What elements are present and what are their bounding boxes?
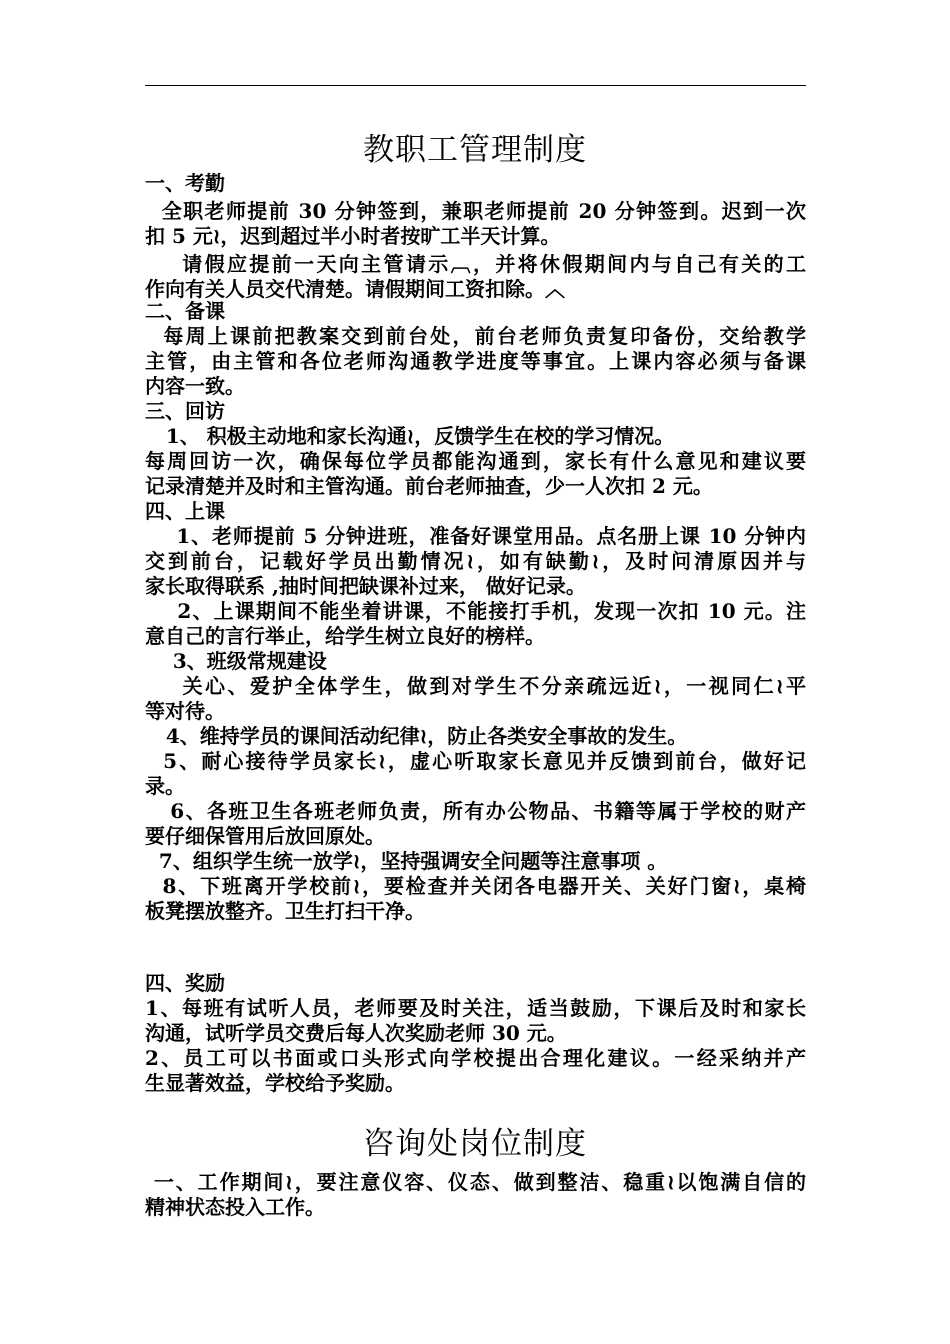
text-line: 2、上课期间不能坐着讲课，不能接打手机，发现一次扣 10 元。注 xyxy=(145,599,806,623)
text-line: 主管，由主管和各位老师沟通教学进度等事宜。上课内容必须与备课 xyxy=(145,349,806,373)
text-line: 每周上课前把教案交到前台处，前台老师负责复印备份，交给教学 xyxy=(145,324,806,348)
text-line: 生显著效益，学校给予奖励。 xyxy=(145,1071,405,1095)
text-line: 记录清楚并及时和主管沟通。前台老师抽查，少一人次扣 2 元。 xyxy=(145,474,713,498)
text-line: 1、每班有试听人员，老师要及时关注，适当鼓励，下课后及时和家长 xyxy=(145,996,806,1020)
text-line: 关心、爱护全体学生，做到对学生不分亲疏远近≀，一视同仁≀平 xyxy=(145,674,806,698)
text-line: 每周回访一次，确保每位学员都能沟通到，家长有什么意见和建议要 xyxy=(145,449,806,473)
text-line: 5、耐心接待学员家长≀，虚心听取家长意见并反馈到前台，做好记 xyxy=(145,749,806,773)
text-line: 要仔细保管用后放回原处。 xyxy=(145,824,385,848)
text-line: 家长取得联系 ,抽时间把缺课补过来， 做好记录。 xyxy=(145,574,586,598)
text-line: 全职老师提前 30 分钟签到，兼职老师提前 20 分钟签到。迟到一次 xyxy=(145,199,806,223)
text-line: 4、维持学员的课间活动纪律≀，防止各类安全事故的发生。 xyxy=(145,724,688,748)
text-line: 一、工作期间≀，要注意仪容、仪态、做到整洁、稳重≀以饱满自信的 xyxy=(145,1170,806,1194)
text-line: 意自己的言行举止，给学生树立良好的榜样。 xyxy=(145,624,545,648)
text-line: 请假应提前一天向主管请示︹，并将休假期间内与自己有关的工 xyxy=(145,252,806,276)
text-line: 3、班级常规建设 xyxy=(145,649,327,673)
text-line: 1、 积极主动地和家长沟通≀，反馈学生在校的学习情况。 xyxy=(145,424,675,448)
text-line: 1、老师提前 5 分钟进班，准备好课堂用品。点名册上课 10 分钟内 xyxy=(145,524,806,548)
text-line: 扣 5 元≀，迟到超过半小时者按旷工半天计算。 xyxy=(145,224,561,248)
text-line: 沟通，试听学员交费后每人次奖励老师 30 元。 xyxy=(145,1021,567,1045)
text-line: 录。 xyxy=(145,774,185,798)
text-line: 二、备课 xyxy=(145,299,225,323)
text-line: 三、回访 xyxy=(145,399,225,423)
text-line: 交到前台，记载好学员出勤情况≀，如有缺勤≀，及时问清原因并与 xyxy=(145,549,806,573)
text-line: 7、组织学生统一放学≀，坚持强调安全问题等注意事项 。 xyxy=(145,849,668,873)
text-line: 内容一致。 xyxy=(145,374,245,398)
text-line: 四、上课 xyxy=(145,499,225,523)
text-line: 等对待。 xyxy=(145,699,225,723)
section-title-consult-rules: 咨询处岗位制度 xyxy=(363,1126,587,1162)
text-line: 四、奖励 xyxy=(145,971,225,995)
text-line: 一、考勤 xyxy=(145,171,225,195)
header-rule xyxy=(145,85,806,86)
text-line: 板凳摆放整齐。卫生打扫干净。 xyxy=(145,899,425,923)
text-line: 2、员工可以书面或口头形式向学校提出合理化建议。一经采纳并产 xyxy=(145,1046,806,1070)
text-line: 作向有关人员交代清楚。请假期间工资扣除。︿ xyxy=(145,277,565,301)
text-line: 6、各班卫生各班老师负责，所有办公物品、书籍等属于学校的财产 xyxy=(145,799,806,823)
text-line: 精神状态投入工作。 xyxy=(145,1195,325,1219)
section-title-staff-rules: 教职工管理制度 xyxy=(363,132,587,168)
text-line: 8、下班离开学校前≀，要检查并关闭各电器开关、关好门窗≀，桌椅 xyxy=(145,874,806,898)
